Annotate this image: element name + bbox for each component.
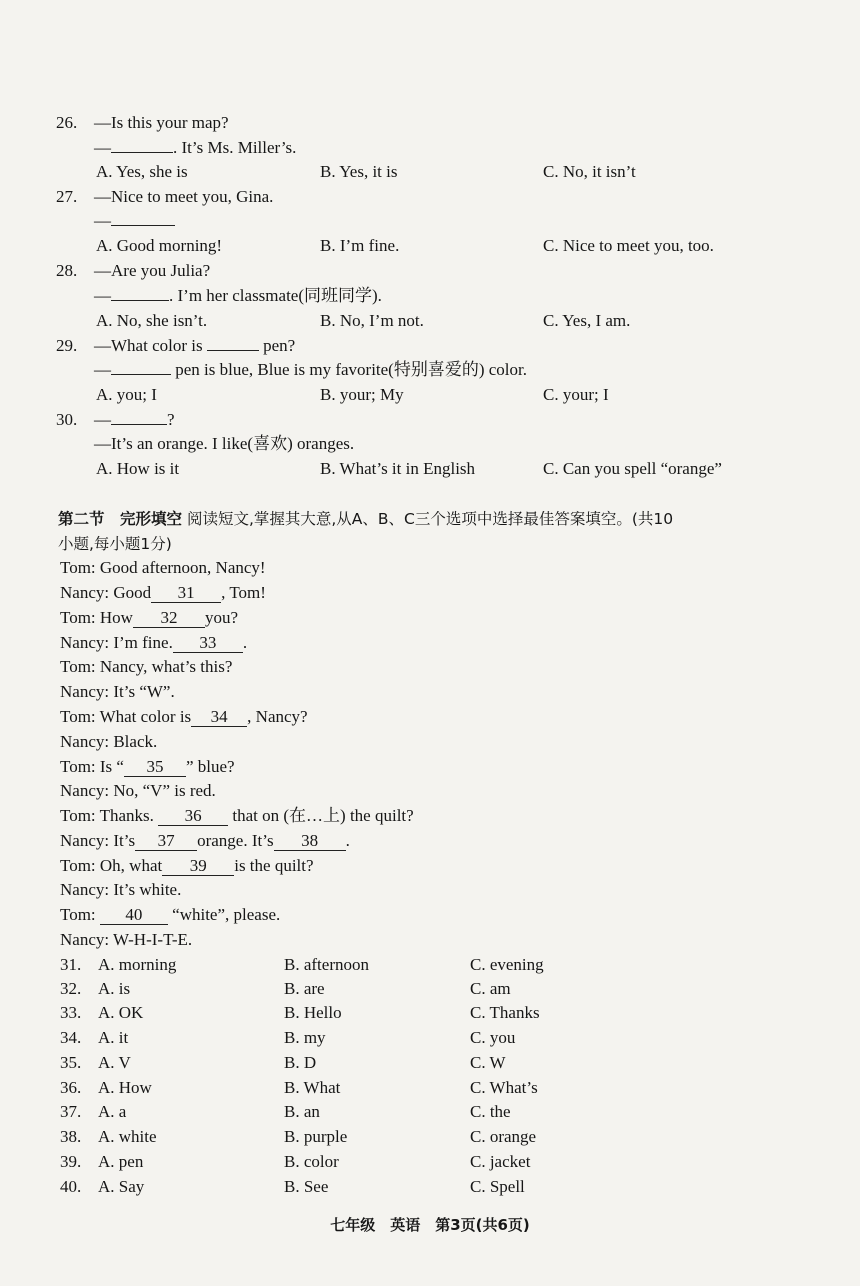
cloze-blank: 32 <box>133 609 205 628</box>
option-a: A. morning <box>98 955 177 974</box>
cloze-blank: 37 <box>135 832 197 851</box>
option-c: C. Thanks <box>470 1003 540 1022</box>
option-number: 34. <box>60 1028 82 1047</box>
dialogue-line: Tom: 40 “white”, please. <box>60 905 281 924</box>
page-footer: 七年级 英语 第3页(共6页) <box>330 1216 530 1234</box>
answer-line: — . It’s Ms. Miller’s. <box>94 138 297 157</box>
answer-line: —It’s an orange. I like(喜欢) oranges. <box>94 434 355 453</box>
option-c: C. W <box>470 1053 506 1072</box>
dialogue-line: Tom: What color is 34 , Nancy? <box>60 707 308 726</box>
section-instruction: 阅读短文,掌握其大意,从A、B、C三个选项中选择最佳答案填空。(共10 <box>186 510 674 528</box>
option-b: B. What’s it in English <box>320 459 476 478</box>
option-b: B. are <box>284 979 325 998</box>
option-number: 40. <box>60 1177 82 1196</box>
question-number: 29. <box>56 336 78 355</box>
option-a: A. it <box>98 1028 129 1047</box>
cloze-blank: 35 <box>124 758 186 777</box>
dialogue-line: Nancy: Good 31 , Tom! <box>60 583 266 602</box>
option-b: B. What <box>284 1078 341 1097</box>
option-c: C. No, it isn’t <box>543 162 636 181</box>
dialogue-line: Tom: Nancy, what’s this? <box>60 657 233 676</box>
option-b: B. Hello <box>284 1003 342 1022</box>
dialogue-line: Nancy: It’s white. <box>60 880 182 899</box>
option-number: 38. <box>60 1127 82 1146</box>
cloze-blank: 34 <box>191 708 247 727</box>
answer-blank <box>111 300 169 301</box>
option-c: C. your; I <box>543 385 609 404</box>
question-number: 28. <box>56 261 78 280</box>
option-a: A. How is it <box>96 459 180 478</box>
option-c: C. What’s <box>470 1078 538 1097</box>
option-a: A. pen <box>98 1152 144 1171</box>
answer-line: — pen is blue, Blue is my favorite(特别喜爱的) color. <box>94 360 527 379</box>
option-c: C. Can you spell “orange” <box>543 459 722 478</box>
option-number: 31. <box>60 955 82 974</box>
section-heading <box>58 508 673 530</box>
cloze-blank: 38 <box>274 832 346 851</box>
option-b: B. Yes, it is <box>320 162 398 181</box>
option-a: A. white <box>98 1127 157 1146</box>
option-b: B. afternoon <box>284 955 369 974</box>
section-title: 第二节 完形填空 <box>58 510 183 528</box>
question-stem: —What color is pen? <box>94 336 296 355</box>
option-number: 33. <box>60 1003 82 1022</box>
option-number: 35. <box>60 1053 82 1072</box>
option-b: B. No, I’m not. <box>320 311 424 330</box>
option-a: A. OK <box>98 1003 144 1022</box>
option-a: A. V <box>98 1053 131 1072</box>
option-b: B. purple <box>284 1127 348 1146</box>
option-b: B. color <box>284 1152 339 1171</box>
option-b: B. an <box>284 1102 320 1121</box>
option-number: 36. <box>60 1078 82 1097</box>
dialogue-line: Tom: Good afternoon, Nancy! <box>60 558 266 577</box>
option-c: C. the <box>470 1102 511 1121</box>
option-a: A. Yes, she is <box>96 162 188 181</box>
question-stem: — ? <box>94 410 175 429</box>
cloze-blank: 33 <box>173 634 243 653</box>
question-stem: —Nice to meet you, Gina. <box>94 187 274 206</box>
option-a: A. is <box>98 979 131 998</box>
option-number: 37. <box>60 1102 82 1121</box>
option-b: B. your; My <box>320 385 404 404</box>
option-b: B. See <box>284 1177 329 1196</box>
dialogue-line: Nancy: No, “V” is red. <box>60 781 216 800</box>
option-a: A. Good morning! <box>96 236 223 255</box>
dialogue-line: Nancy: I’m fine. 33 . <box>60 633 248 652</box>
question-stem: —Is this your map? <box>94 113 229 132</box>
cloze-blank: 39 <box>162 857 234 876</box>
question-number: 30. <box>56 410 78 429</box>
option-c: C. am <box>470 979 511 998</box>
option-a: A. No, she isn’t. <box>96 311 208 330</box>
option-b: B. D <box>284 1053 317 1072</box>
option-c: C. evening <box>470 955 544 974</box>
option-c: C. Yes, I am. <box>543 311 631 330</box>
dialogue-line: Tom: Oh, what 39 is the quilt? <box>60 856 314 875</box>
dialogue-line: Nancy: It’s 37 orange. It’s 38 . <box>60 831 350 850</box>
cloze-blank: 31 <box>151 584 221 603</box>
option-c: C. you <box>470 1028 516 1047</box>
question-stem: —Are you Julia? <box>94 261 211 280</box>
option-c: C. jacket <box>470 1152 531 1171</box>
option-a: A. How <box>98 1078 152 1097</box>
dialogue-line: Tom: Thanks. 36 that on (在…上) the quilt? <box>60 806 414 825</box>
dialogue-line: Tom: Is “ 35 ” blue? <box>60 757 235 776</box>
dialogue-line: Nancy: W-H-I-T-E. <box>60 930 193 949</box>
option-b: B. I’m fine. <box>320 236 400 255</box>
answer-blank <box>111 424 167 425</box>
dialogue-line: Tom: How 32 you? <box>60 608 238 627</box>
section-instruction-cont: 小题,每小题1分) <box>58 535 172 553</box>
question-number: 26. <box>56 113 78 132</box>
question-number: 27. <box>56 187 78 206</box>
dialogue-line: Nancy: It’s “W”. <box>60 682 175 701</box>
answer-blank <box>111 374 171 375</box>
cloze-blank: 40 <box>100 906 168 925</box>
answer-blank <box>111 152 173 153</box>
cloze-blank: 36 <box>158 807 228 826</box>
option-a: A. you; I <box>96 385 157 404</box>
answer-blank <box>207 350 259 351</box>
option-b: B. my <box>284 1028 326 1047</box>
option-c: C. orange <box>470 1127 537 1146</box>
option-c: C. Nice to meet you, too. <box>543 236 714 255</box>
option-number: 39. <box>60 1152 82 1171</box>
answer-blank <box>111 225 175 226</box>
option-a: A. Say <box>98 1177 145 1196</box>
option-c: C. Spell <box>470 1177 525 1196</box>
option-a: A. a <box>98 1102 127 1121</box>
dialogue-line: Nancy: Black. <box>60 732 158 751</box>
answer-line: — <box>94 210 175 232</box>
option-number: 32. <box>60 979 82 998</box>
answer-line: — . I’m her classmate(同班同学). <box>94 286 382 305</box>
